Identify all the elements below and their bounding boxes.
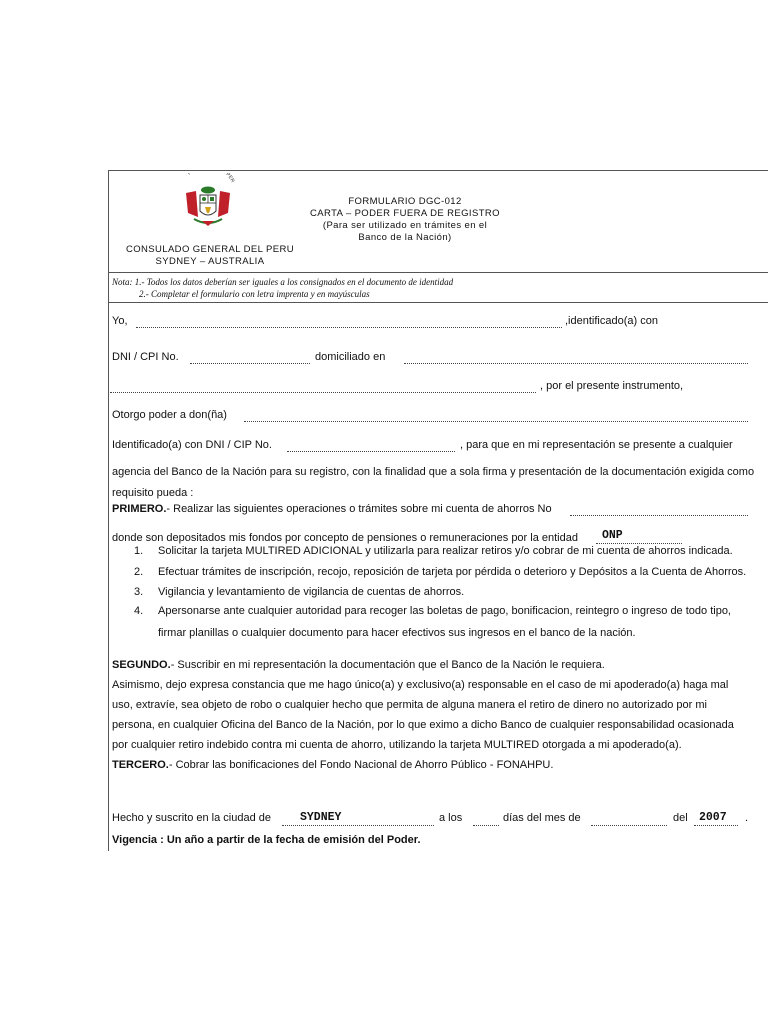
segundo-label: SEGUNDO. — [112, 659, 171, 671]
entity-value: ONP — [602, 529, 623, 542]
month-field[interactable] — [591, 812, 667, 826]
primero-text: - Realizar las siguientes operaciones o trámites sobre mi cuenta de ahorros No — [166, 503, 552, 515]
year-value: 2007 — [699, 811, 727, 824]
vigencia-note: Vigencia : Un año a partir de la fecha de emisión del Poder. — [112, 834, 421, 846]
item-2-num: 2. — [134, 566, 144, 578]
note-line-1: Nota: 1.- Todos los datos deberían ser iguales a los consignados en el documento de identidad — [112, 277, 454, 287]
svg-text:REPUBLICA DEL PERU — [178, 173, 236, 184]
form-purpose-line2: Banco de la Nación) — [358, 232, 452, 243]
form-purpose-line1: (Para ser utilizado en trámites en el — [322, 220, 488, 231]
label-domiciliado: domiciliado en — [315, 351, 386, 363]
primero-line — [112, 503, 552, 515]
segundo-line — [112, 659, 605, 671]
consulate-city: SYDNEY – AUSTRALIA — [155, 256, 265, 267]
label-dias: días del mes de — [503, 812, 581, 824]
peru-crest — [178, 173, 238, 233]
tercero-text: - Cobrar las bonificaciones del Fondo Nacional de Ahorro Público - FONAHPU. — [168, 759, 554, 771]
text-agencia: agencia del Banco de la Nación para su registro, con la finalidad que a sola firma y presentación de la documentación exigida como — [112, 466, 755, 478]
item-2-text: Efectuar trámites de inscripción, recojo, reposición de tarjeta por pérdida o deterioro y Depósitos a la Cuenta de Ahorros. — [158, 566, 747, 578]
address-field[interactable] — [404, 352, 748, 364]
name-field[interactable] — [136, 316, 562, 328]
label-para-que: , para que en mi representación se presente a cualquier — [460, 439, 733, 451]
form-title: FORMULARIO DGC-012 — [348, 196, 462, 207]
primero-label: PRIMERO. — [112, 503, 167, 515]
label-a-los: a los — [439, 812, 463, 824]
attorney-name-field[interactable] — [244, 410, 748, 422]
consulate-name: CONSULADO GENERAL DEL PERU — [125, 244, 295, 255]
form-subtitle: CARTA – PODER FUERA DE REGISTRO — [310, 208, 500, 219]
label-hecho: Hecho y suscrito en la ciudad de — [112, 812, 271, 824]
text-donde: donde son depositados mis fondos por concepto de pensiones o remuneraciones por la entidad — [112, 532, 578, 544]
item-4-num: 4. — [134, 605, 144, 617]
label-del: del — [673, 812, 688, 824]
item-4-continuation: firmar planillas o cualquier documento para hacer efectivos sus ingresos en el banco de la nación. — [158, 627, 636, 639]
note-line-2: 2.- Completar el formulario con letra imprenta y en mayúsculas — [139, 289, 370, 299]
dni-field[interactable] — [190, 352, 310, 364]
item-3-text: Vigilancia y levantamiento de vigilancia de cuentas de ahorros. — [158, 586, 465, 598]
tercero-label: TERCERO. — [112, 759, 169, 771]
segundo-text: - Suscribir en mi representación la documentación que el Banco de la Nación le requiera. — [170, 659, 605, 671]
account-number-field[interactable] — [570, 504, 748, 516]
text-requisito: requisito pueda : — [112, 487, 194, 499]
item-3-num: 3. — [134, 586, 144, 598]
days-field[interactable] — [473, 812, 499, 826]
crest-text: PER — [224, 173, 236, 184]
city-value: SYDNEY — [300, 811, 342, 824]
note-divider — [108, 302, 768, 303]
asimismo-line-2: uso, extravíe, sea objeto de robo o cualquier hecho que permita de alguna manera el retiro de dinero no autorizado por mi — [112, 699, 707, 711]
label-identificado2: Identificado(a) con DNI / CIP No. — [112, 439, 272, 451]
item-1-num: 1. — [134, 545, 144, 557]
attorney-dni-field[interactable] — [287, 440, 455, 452]
label-yo: Yo, — [112, 315, 128, 327]
item-4-text: Apersonarse ante cualquier autoridad para recoger las boletas de pago, bonificacion, reintegro o ingreso de todo tipo, — [158, 605, 731, 617]
asimismo-line-3: persona, en cualquier Oficina del Banco de la Nación, por lo que eximo a dicho Banco de cualquier responsabilidad ocasionada — [112, 719, 734, 731]
coat-of-arms-icon — [178, 173, 238, 233]
label-presente: , por el presente instrumento, — [540, 380, 684, 392]
asimismo-line-1: Asimismo, dejo expresa constancia que me hago único(a) y exclusivo(a) responsable en el caso de mi apoderado(a) haga mal — [112, 679, 729, 691]
address-field-cont[interactable] — [110, 381, 536, 393]
label-identificado: ,identificado(a) con — [565, 315, 658, 327]
tercero-line — [112, 759, 553, 771]
item-1-text: Solicitar la tarjeta MULTIRED ADICIONAL y utilizarla para realizar retiros y/o cobrar de mi cuenta de ahorros indicada. — [158, 545, 733, 557]
label-dni: DNI / CPI No. — [112, 351, 179, 363]
label-otorgo: Otorgo poder a don(ña) — [112, 409, 227, 421]
final-period: . — [745, 812, 749, 824]
asimismo-line-4: por cualquier retiro indebido contra mi cuenta de ahorro, utilizando la tarjeta MULTIRED otorgada a mi apoderado(a). — [112, 739, 682, 751]
header-divider — [108, 272, 768, 273]
